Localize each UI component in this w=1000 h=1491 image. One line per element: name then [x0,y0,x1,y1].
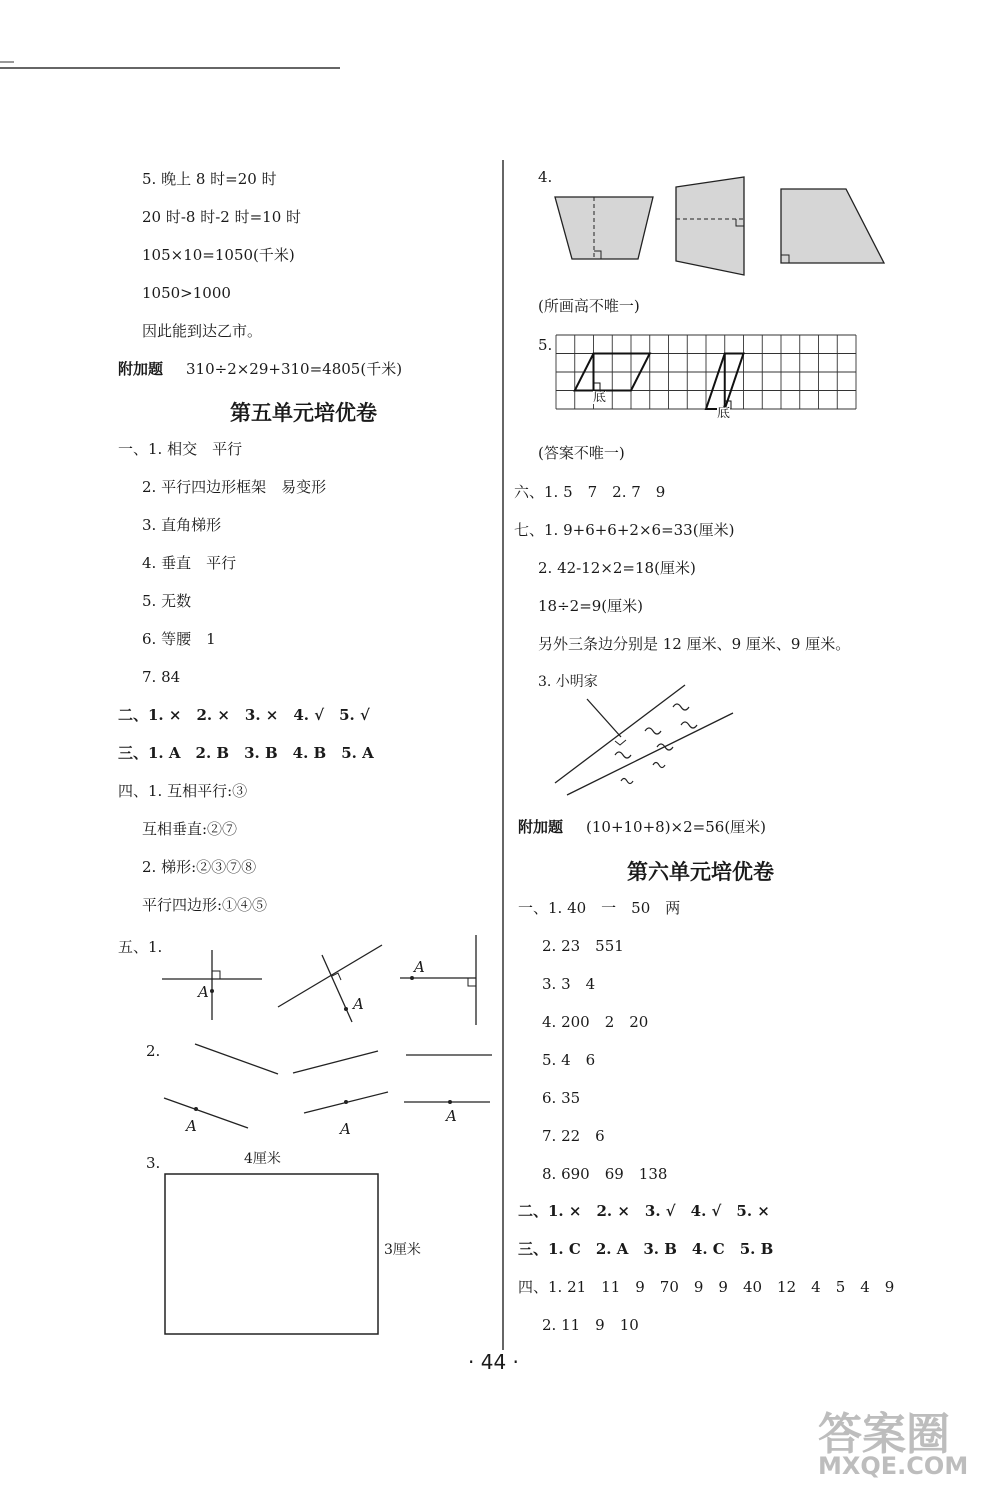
river-house-diagram [555,685,755,805]
u5-s7-line-5: 3. 小明家 [538,674,598,690]
u6-s1-line-8: 8. 690 69 138 [542,1165,668,1183]
bonus-label-left: 附加题 [118,360,164,378]
u5-s1-line-6: 6. 等腰 1 [142,630,216,648]
rect-width-label: 4厘米 [244,1151,281,1167]
u5-s4-line-2: 互相垂直:②⑦ [142,820,238,838]
u6-s3: 三、1. C 2. A 3. B 4. C 5. B [518,1240,774,1258]
point-a-label-5: A [340,1120,351,1138]
p5-line-3: 105×10=1050(千米) [142,246,295,264]
u5-s4-line-4: 平行四边形:①④⑤ [142,896,268,914]
top-rule [0,0,1000,80]
u6-s1-line-1: 一、1. 40 一 50 两 [518,899,681,917]
u5-s6: 六、1. 5 7 2. 7 9 [514,483,666,501]
p5-line-4: 1050>1000 [142,284,231,302]
u5-s2: 二、1. × 2. × 3. × 4. √ 5. √ [118,706,370,724]
unit5-title: 第五单元培优卷 [230,401,377,425]
u5-s3: 三、1. A 2. B 3. B 4. B 5. A [118,744,374,762]
u5-s1-line-2: 2. 平行四边形框架 易变形 [142,478,327,496]
u6-s1-line-4: 4. 200 2 20 [542,1013,649,1031]
u5-s7-line-2: 2. 42-12×2=18(厘米) [538,559,696,577]
u5-s4-line-1: 四、1. 互相平行:③ [118,782,248,800]
column-divider [500,160,510,1360]
rectangle-drawing [164,1173,384,1338]
bonus-label-right: 附加题 [518,818,564,836]
height-figures [550,177,890,277]
p5-line-5: 因此能到达乙市。 [142,322,263,340]
grid-figures [552,331,872,431]
u6-s4-line-1: 四、1. 21 11 9 70 9 9 40 12 4 5 4 9 [518,1278,895,1296]
unit6-title: 第六单元培优卷 [627,860,774,884]
u5-s1-line-1: 一、1. 相交 平行 [118,440,243,458]
watermark-url: MXQE.COM [818,1452,969,1480]
point-a-label-3: A [414,958,425,976]
u5-s7-line-4: 另外三条边分别是 12 厘米、9 厘米、9 厘米。 [538,635,851,653]
point-a-label-6: A [446,1107,457,1125]
u6-s1-line-2: 2. 23 551 [542,937,624,955]
u5-s5-label: 五、1. [118,938,163,956]
q4-note: (所画高不唯一) [538,297,640,315]
point-a-label-2: A [353,995,364,1013]
u6-s1-line-5: 5. 4 6 [542,1051,596,1069]
base-label-2: 底 [717,406,731,421]
watermark-brand: 答案圈 [818,1409,950,1460]
q5-label: 5. [538,336,553,354]
u5-s7-line-1: 七、1. 9+6+6+2×6=33(厘米) [514,521,735,539]
bonus-text-right: (10+10+8)×2=56(厘米) [586,818,767,836]
u5-s5-2-label: 2. [146,1042,161,1060]
u5-s7-line-3: 18÷2=9(厘米) [538,597,644,615]
u5-s1-line-5: 5. 无数 [142,592,192,610]
u5-s4-line-3: 2. 梯形:②③⑦⑧ [142,858,257,876]
u5-s1-line-7: 7. 84 [142,668,181,686]
base-label-1: 底 [593,390,607,405]
bonus-text-left: 310÷2×29+310=4805(千米) [186,360,403,378]
u6-s1-line-3: 3. 3 4 [542,975,596,993]
p5-line-2: 20 时-8 时-2 时=10 时 [142,208,302,226]
u5-s5-3-label: 3. [146,1154,161,1172]
u6-s1-line-6: 6. 35 [542,1089,581,1107]
rect-height-label: 3厘米 [384,1242,421,1258]
u5-s1-line-4: 4. 垂直 平行 [142,554,237,572]
p5-line-1: 5. 晚上 8 时=20 时 [142,170,277,188]
q4-label: 4. [538,168,553,186]
point-a-label-4: A [186,1117,197,1135]
u6-s4-line-2: 2. 11 9 10 [542,1316,639,1334]
u6-s1-line-7: 7. 22 6 [542,1127,605,1145]
u5-s1-line-3: 3. 直角梯形 [142,516,222,534]
q5-note: (答案不唯一) [538,444,625,462]
page-number: · 44 · [468,1350,519,1374]
point-a-label-1: A [198,983,209,1001]
perpendicular-figures [150,925,550,1045]
u6-s2: 二、1. × 2. × 3. √ 4. √ 5. × [518,1202,770,1220]
